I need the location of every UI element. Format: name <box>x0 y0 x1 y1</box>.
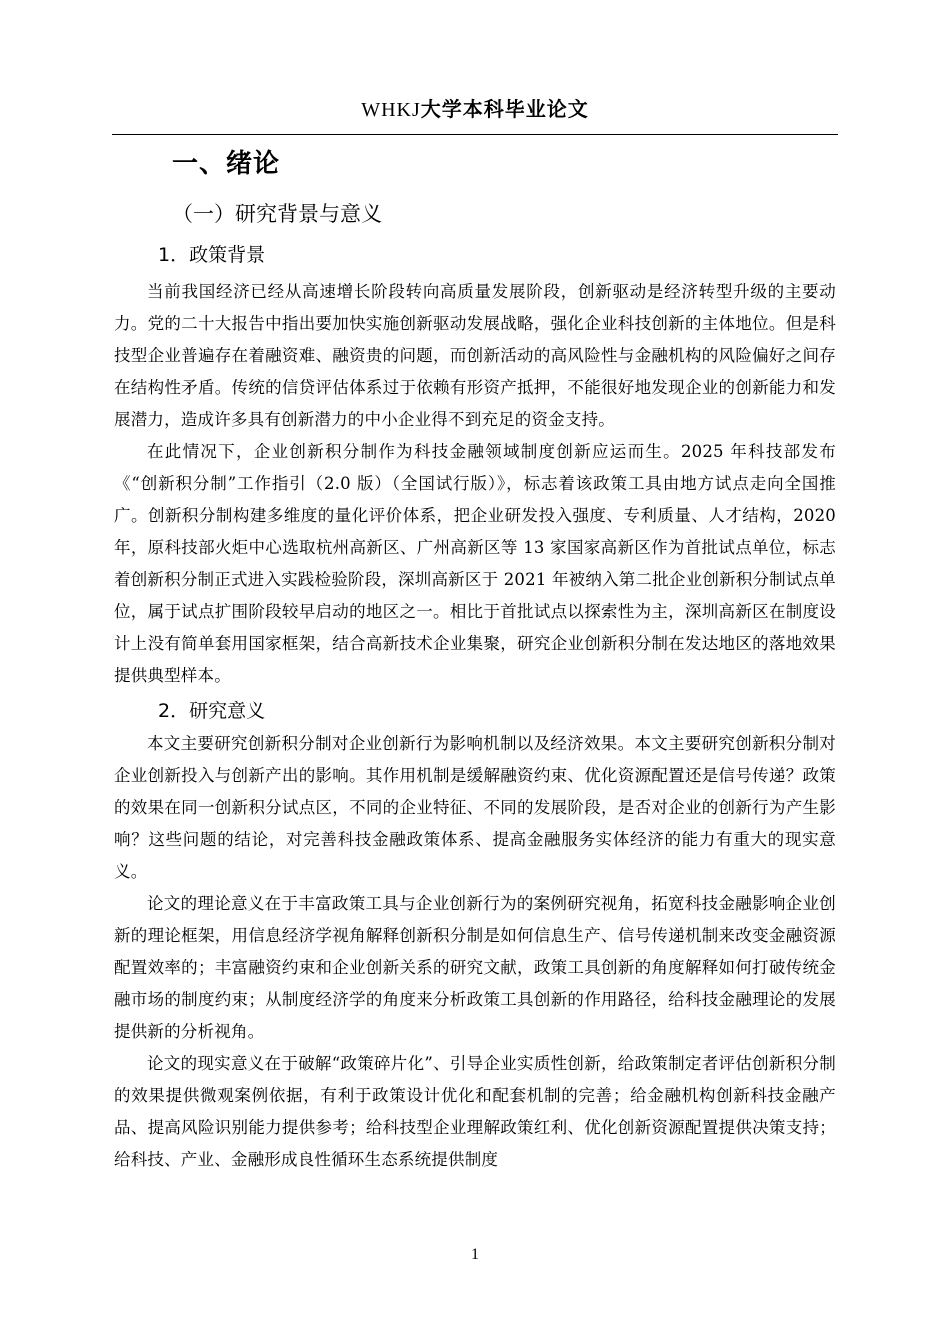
chapter-title: 一、绪论 <box>172 149 281 179</box>
paragraph: 论文的理论意义在于丰富政策工具与企业创新行为的案例研究视角，拓宽科技金融影响企业创新的理论框架，用信息经济学视角解释创新积分制是如何信息生产、信号传递机制来改变金融资源配置效率的；丰富融资约束和企业创新关系的研究文献，政策工具创新的角度解释如何打破传统金融市场的制度约束；从制度经济学的角度来分析政策工具创新的作用路径，给科技金融理论的发展提供新的分析视角。 <box>114 894 836 1041</box>
paragraph: 在此情况下，企业创新积分制作为科技金融领域制度创新应运而生。2025 年科技部发布《“创新积分制”工作指引（2.0 版）（全国试行版）》，标志着该政策工具由地方试点走向全国推广。创新积分制构建多维度的量化评价体系，把企业研发投入强度、专利质量、人才结构，2020 年，原科技部火炬中心选取杭州高新区、广州高新区等 13 家国家高新区作为首批试点单位，标志着创新积分制正式进入实践检验阶段，深圳高新区于 2021 年被纳入第二批企业创新积分制试点单位，属于试点扩围阶段较早启动的地区之一。相比于首批试点以探索性为主，深圳高新区在制度设计上没有简单套用国家框架，结合高新技术企业集聚，研究企业创新积分制在发达地区的落地效果提供典型样本。 <box>114 442 836 685</box>
paragraph: 本文主要研究创新积分制对企业创新行为影响机制以及经济效果。本文主要研究创新积分制对企业创新投入与创新产出的影响。其作用机制是缓解融资约束、优化资源配置还是信号传递？政策的效果在同一创新积分试点区，不同的企业特征、不同的发展阶段，是否对企业的创新行为产生影响？这些问题的结论，对完善科技金融政策体系、提高金融服务实体经济的能力有重大的现实意义。 <box>114 734 836 881</box>
paragraph: 当前我国经济已经从高速增长阶段转向高质量发展阶段，创新驱动是经济转型升级的主要动力。党的二十大报告中指出要加快实施创新驱动发展战略，强化企业科技创新的主体地位。但是科技型企业普遍存在着融资难、融资贵的问题，而创新活动的高风险性与金融机构的风险偏好之间存在结构性矛盾。传统的信贷评估体系过于依赖有形资产抵押，不能很好地发现企业的创新能力和发展潜力，造成许多具有创新潜力的中小企业得不到充足的资金支持。 <box>114 282 836 429</box>
running-header <box>112 95 838 124</box>
header-university-code: WHKJ <box>361 99 421 121</box>
subsection-title-research-significance: 2．研究意义 <box>158 700 266 722</box>
paragraph: 论文的现实意义在于破解“政策碎片化”、引导企业实质性创新，给政策制定者评估创新积分制的效果提供微观案例依据，有利于政策设计优化和配套机制的完善；给金融机构创新科技金融产品、提高风险识别能力提供参考；给科技型企业理解政策红利、优化创新资源配置提供决策支持；给科技、产业、金融形成良性循环生态系统提供制度 <box>114 1054 836 1169</box>
subsection-title-policy-background: 1．政策背景 <box>158 244 266 266</box>
page-body <box>114 140 836 1176</box>
header-divider <box>112 134 838 135</box>
page-number: 1 <box>471 1246 479 1263</box>
header-thesis-label: 大学本科毕业论文 <box>420 97 589 121</box>
section-title: （一）研究背景与意义 <box>172 202 382 226</box>
